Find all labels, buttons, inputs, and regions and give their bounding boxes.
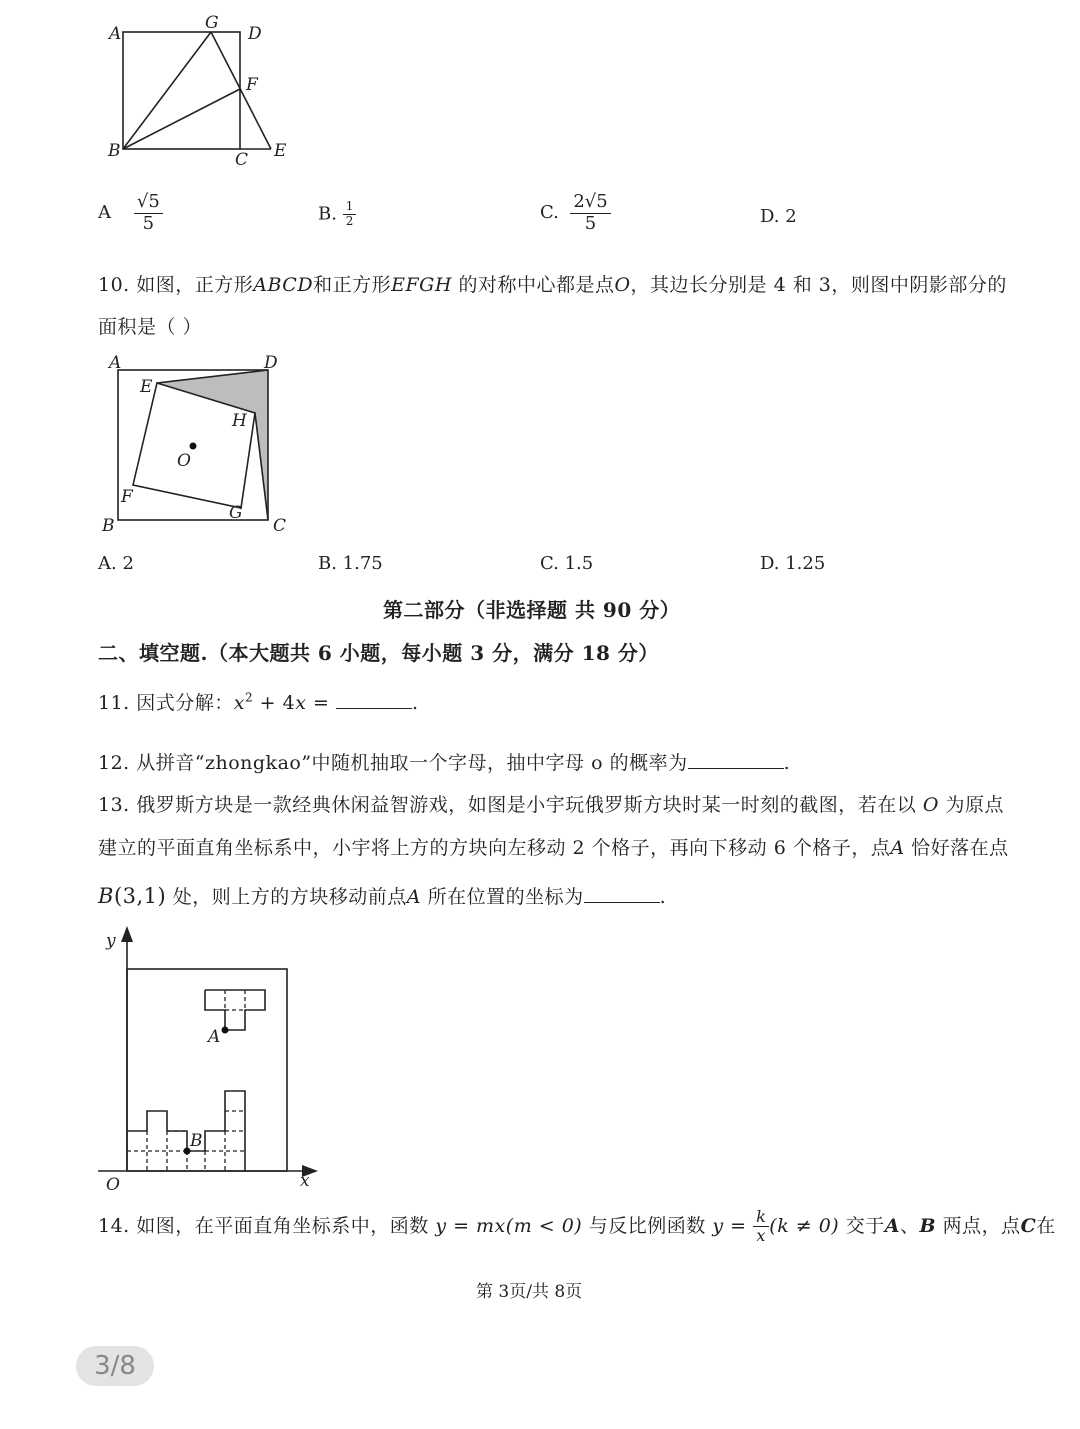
q10-label-d: D — [264, 353, 278, 373]
part2-heading: 第二部分（非选择题 共 90 分） — [383, 598, 681, 622]
q10-label-o: O — [177, 451, 191, 471]
q12-answer-blank — [688, 752, 784, 769]
q11-line: 11. 因式分解：$x^2 + 4x$ = . — [98, 690, 419, 714]
q9-label-d: D — [248, 24, 262, 44]
q11-answer-blank — [336, 692, 412, 709]
q10-label-b: B — [102, 516, 115, 536]
page-indicator[interactable]: 3/8 — [76, 1346, 154, 1386]
q9-label-a: A — [109, 24, 122, 44]
q9-option-d: D. 2 — [760, 206, 797, 227]
q10-option-d: D. 1.25 — [760, 553, 826, 574]
q10-option-b: B. 1.75 — [318, 553, 383, 574]
q13-label-x: x — [300, 1171, 310, 1191]
q12-line: 12. 从拼音“zhongkao”中随机抽取一个字母，抽中字母 o 的概率为 . — [98, 752, 791, 774]
q13-label-a: A — [208, 1027, 221, 1047]
q10-label-g: G — [229, 503, 243, 523]
q13-label-b: B — [190, 1131, 203, 1151]
q9-label-f: F — [246, 75, 258, 95]
q10-label-a: A — [109, 353, 122, 373]
page-footer: 第 3页/共 8页 — [476, 1282, 583, 1302]
section2-heading: 二、填空题.（本大题共 6 小题，每小题 3 分，满分 18 分） — [98, 641, 659, 665]
q9-label-b: B — [108, 141, 121, 161]
q10-line2: 面积是（ ） — [98, 316, 203, 338]
q14-line: 14. 如图，在平面直角坐标系中，函数 y = mx(m < 0) 与反比例函数 y = $\frac{k}{x}$ (k ≠ 0) 交于A、B 两点，点C在 — [98, 1207, 1056, 1246]
q13-line1: 13. 俄罗斯方块是一款经典休闲益智游戏，如图是小宇玩俄罗斯方块时某一时刻的截图，若在以 O 为原点 — [98, 794, 1004, 816]
q9-figure — [100, 10, 300, 170]
q9-label-e: E — [274, 141, 287, 161]
q13-figure — [90, 920, 330, 1200]
q10-label-e: E — [140, 377, 153, 397]
q10-label-c: C — [273, 516, 287, 536]
q13-line2: 建立的平面直角坐标系中，小宇将上方的方块向左移动 2 个格子，再向下移动 6 个格子，点A 恰好落在点 — [98, 837, 1009, 859]
q13-line3: B(3,1) 处，则上方的方块移动前点A 所在位置的坐标为 . — [98, 884, 667, 908]
q9-option-c: C. $\frac{2√5}{5}$ — [540, 192, 611, 234]
q13-label-y: y — [106, 931, 116, 951]
q13-answer-blank — [584, 886, 660, 903]
q9-option-b: B. $\frac{1}{2}$ — [318, 200, 356, 229]
q10-option-c: C. 1.5 — [540, 553, 594, 574]
q9-label-c: C — [235, 150, 249, 170]
q10-label-f: F — [121, 487, 133, 507]
q10-label-h: H — [232, 411, 247, 431]
q9-option-a: A $\frac{√5}{5}$ — [98, 192, 163, 234]
q10-figure — [95, 348, 295, 538]
q9-label-g: G — [205, 13, 219, 33]
q10-option-a: A. 2 — [98, 553, 134, 574]
q10-line1: 10. 如图，正方形ABCD和正方形EFGH 的对称中心都是点O，其边长分别是 4 和 3，则图中阴影部分的 — [98, 274, 1007, 296]
q13-label-o: O — [106, 1175, 120, 1195]
